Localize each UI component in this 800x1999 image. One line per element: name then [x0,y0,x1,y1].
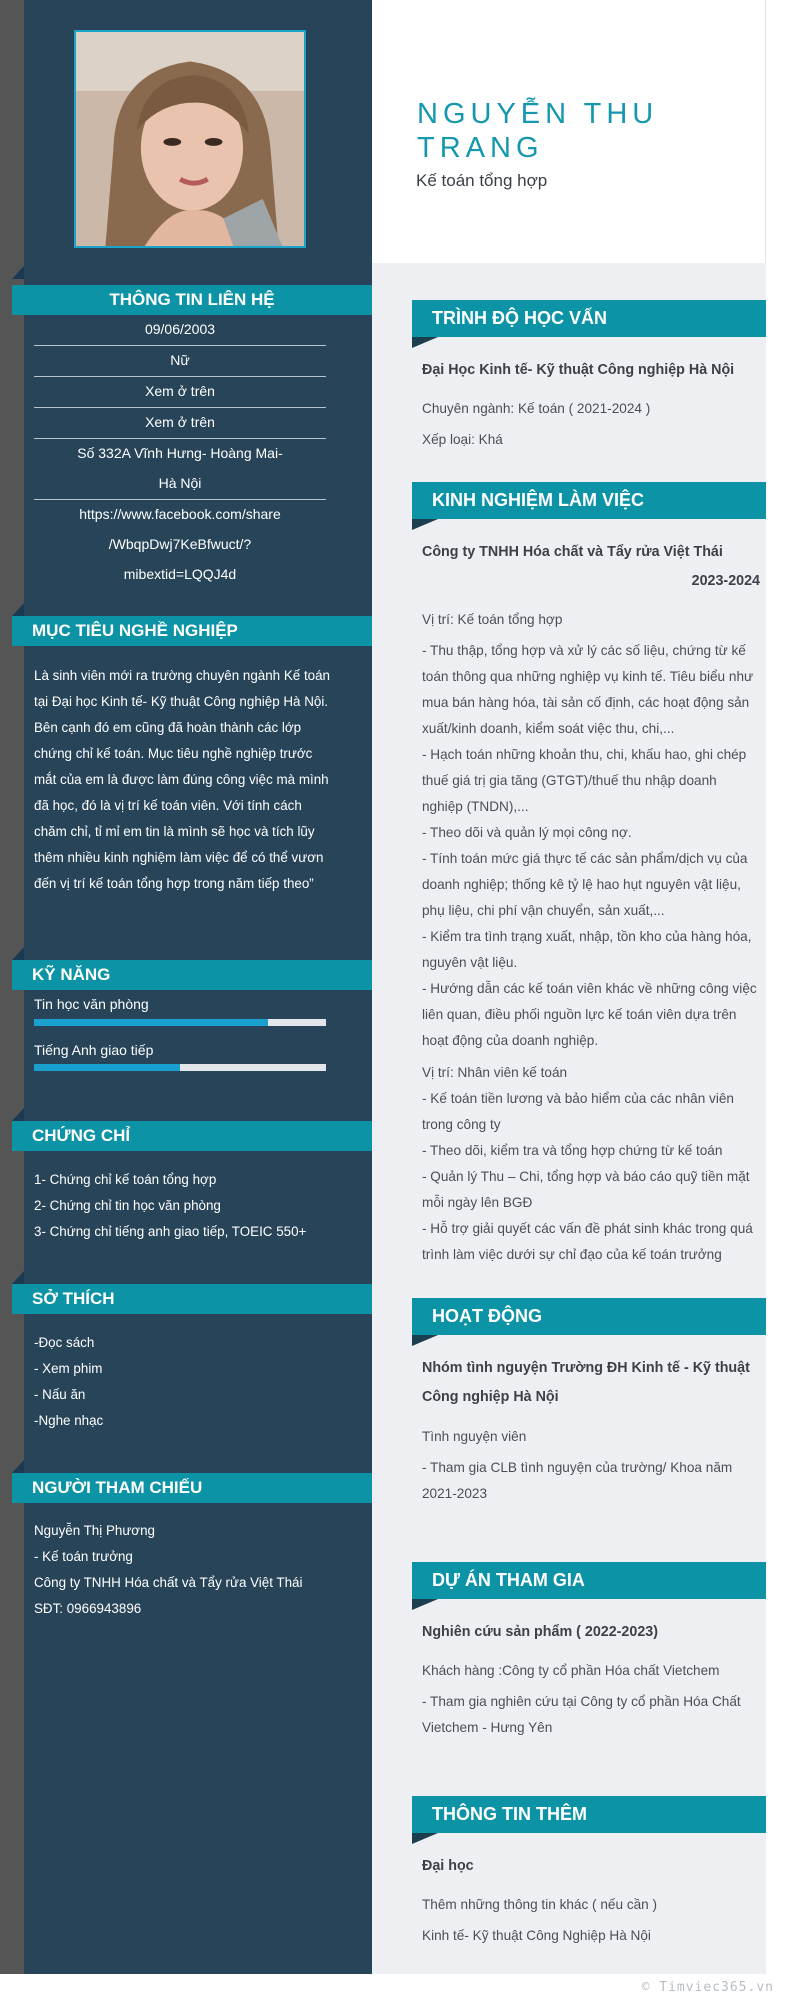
candidate-name: NGUYỄN THU TRANG [417,98,659,164]
skill-bar-fill [34,1019,268,1026]
certificate-item: 3- Chứng chỉ tiếng anh giao tiếp, TOEIC 550+ [34,1224,307,1239]
skill-bar-fill [34,1064,180,1071]
reference-line: - Kế toán trưởng [34,1549,133,1564]
experience-duty: - Hướng dẫn các kế toán viên khác về những công việc liên quan, điều phối nguồn lực kế toán viên dựa trên hoạt động của doanh nghiệp. [422,981,757,1048]
reference-line: Nguyễn Thị Phương [34,1523,155,1538]
section-corner [412,337,438,348]
contact-birthday: 09/06/2003 [144,321,216,337]
additional-title: Đại học [422,1858,474,1874]
experience-company: Công ty TNHH Hóa chất và Tẩy rửa Việt Thái [422,544,723,560]
contact-website-line1[interactable]: https://www.facebook.com/share [79,506,281,522]
education-heading: TRÌNH ĐỘ HỌC VẤN [412,300,766,337]
experience-heading: KINH NGHIỆM LÀM VIỆC [412,482,766,519]
additional-line: Thêm những thông tin khác ( nếu cần ) [422,1897,658,1912]
contact-phone: Xem ở trên [145,383,215,399]
activity-org: Nhóm tình nguyện Trường ĐH Kinh tế - Kỹ thuật Công nghiệp Hà Nội [422,1360,750,1405]
experience-duty: - Theo dõi và quản lý mọi công nợ. [422,825,632,840]
experience-duty: - Kiểm tra tình trạng xuất, nhập, tồn kho của hàng hóa, nguyên vật liệu. [422,929,752,970]
skill-bar [34,1064,326,1071]
section-corner [412,1833,438,1844]
skills-heading: KỸ NĂNG [12,960,372,990]
activity-detail: - Tham gia CLB tình nguyện của trường/ Khoa năm 2021-2023 [422,1460,733,1501]
experience-duty: - Tính toán mức giá thực tế các sản phẩm/dịch vụ của doanh nghiệp; thống kê tỷ lệ hao hụt nguyên vật liệu, phụ liệu, chi phí vận chuyển, sản xuất,... [422,851,748,918]
reference-line: Công ty TNHH Hóa chất và Tẩy rửa Việt Thái [34,1575,303,1590]
section-corner [412,1335,438,1346]
section-corner [12,1108,24,1121]
experience-duty: - Thu thập, tổng hợp và xử lý các số liệu, chứng từ kế toán thông qua những nghiệp vụ kinh tế. Tiêu biểu như mua bán hàng hóa, tài sản cố định, các hoạt động sản xuất/kinh doanh, kiểm soát việc thu, chi,... [422,643,754,736]
project-detail: - Tham gia nghiên cứu tại Công ty cổ phần Hóa Chất Vietchem - Hưng Yên [422,1694,741,1735]
experience-duty: - Hạch toán những khoản thu, chi, khấu hao, ghi chép thuế giá trị gia tăng (GTGT)/thuế thu nhập doanh nghiệp (TNDN),... [422,747,747,814]
experience-duty: - Hỗ trợ giải quyết các vấn đề phát sinh khác trong quá trình làm việc dưới sự chỉ đạo của kế toán trưởng [422,1221,753,1262]
hobby-item: -Đọc sách [34,1335,95,1350]
contact-gender: Nữ [170,352,190,368]
education-major: Chuyên ngành: Kế toán ( 2021-2024 ) [422,401,651,416]
contact-heading: THÔNG TIN LIÊN HỆ [12,285,372,315]
section-corner [12,1460,24,1473]
experience-position: Vị trí: Nhân viên kế toán [422,1065,568,1080]
section-corner [12,266,24,279]
certificates-heading: CHỨNG CHỈ [12,1121,372,1151]
experience-duty: - Quản lý Thu – Chi, tổng hợp và báo cáo quỹ tiền mặt mỗi ngày lên BGĐ [422,1169,750,1210]
contact-email: Xem ở trên [145,414,215,430]
section-corner [12,1271,24,1284]
experience-period: 2023-2024 [691,573,760,589]
skill-bar [34,1019,326,1026]
contact-website-line2[interactable]: /WbqpDwj7KeBfwuct/? [108,536,252,552]
references-heading: NGƯỜI THAM CHIẾU [12,1473,372,1503]
contact-website-line3[interactable]: mibextid=LQQJ4d [123,566,237,582]
education-grade: Xếp loại: Khá [422,432,503,447]
section-corner [12,947,24,960]
experience-duty: - Kế toán tiền lương và bảo hiểm của các nhân viên trong công ty [422,1091,734,1132]
experience-position: Vị trí: Kế toán tổng hợp [422,612,563,627]
projects-heading: DỰ ÁN THAM GIA [412,1562,766,1599]
hobbies-heading: SỞ THÍCH [12,1284,372,1314]
activities-heading: HOẠT ĐỘNG [412,1298,766,1335]
section-corner [412,1599,438,1610]
objective-text: Là sinh viên mới ra trường chuyên ngành Kế toán tại Đại học Kinh tế- Kỹ thuật Công nghiệp Hà Nội. Bên cạnh đó em cũng đã hoàn thành các lớp chứng chỉ kế toán. Mục tiêu nghề nghiệp trước mắt của em là được làm đúng công việc mà mình đã học, đó là vị trí kế toán viên. Với tính cách chăm chỉ, tỉ mỉ em tin là mình sẽ học và tích lũy thêm nhiều kinh nghiệm làm việc để có thể vươn đến vị trí kế toán tổng hợp trong năm tiếp theo” [34,668,330,891]
reference-line: SĐT: 0966943896 [34,1601,142,1616]
watermark: © Timviec365.vn [641,1980,774,1995]
certificate-item: 2- Chứng chỉ tin học văn phòng [34,1198,221,1213]
hobby-item: - Xem phim [34,1361,103,1376]
experience-duty: - Theo dõi, kiểm tra và tổng hợp chứng từ kế toán [422,1143,723,1158]
section-corner [12,603,24,616]
additional-heading: THÔNG TIN THÊM [412,1796,766,1833]
objective-heading: MỤC TIÊU NGHỀ NGHIỆP [12,616,372,646]
certificate-item: 1- Chứng chỉ kế toán tổng hợp [34,1172,217,1187]
avatar [74,30,306,248]
project-client: Khách hàng :Công ty cổ phần Hóa chất Vietchem [422,1663,720,1678]
contact-address-line1: Số 332A Vĩnh Hưng- Hoàng Mai- [77,445,283,461]
activity-role: Tình nguyện viên [422,1429,527,1444]
skill-label: Tin học văn phòng [34,996,149,1012]
section-corner [412,519,438,530]
candidate-title: Kế toán tổng hợp [416,171,548,190]
skill-label: Tiếng Anh giao tiếp [34,1042,154,1058]
project-name: Nghiên cứu sản phẩm ( 2022-2023) [422,1624,659,1640]
contact-address-line2: Hà Nội [158,475,202,491]
additional-line: Kinh tế- Kỹ thuật Công Nghiệp Hà Nội [422,1928,651,1943]
education-school: Đại Học Kinh tế- Kỹ thuật Công nghiệp Hà Nội [422,362,735,378]
hobby-item: -Nghe nhạc [34,1413,104,1428]
hobby-item: - Nấu ăn [34,1387,86,1402]
